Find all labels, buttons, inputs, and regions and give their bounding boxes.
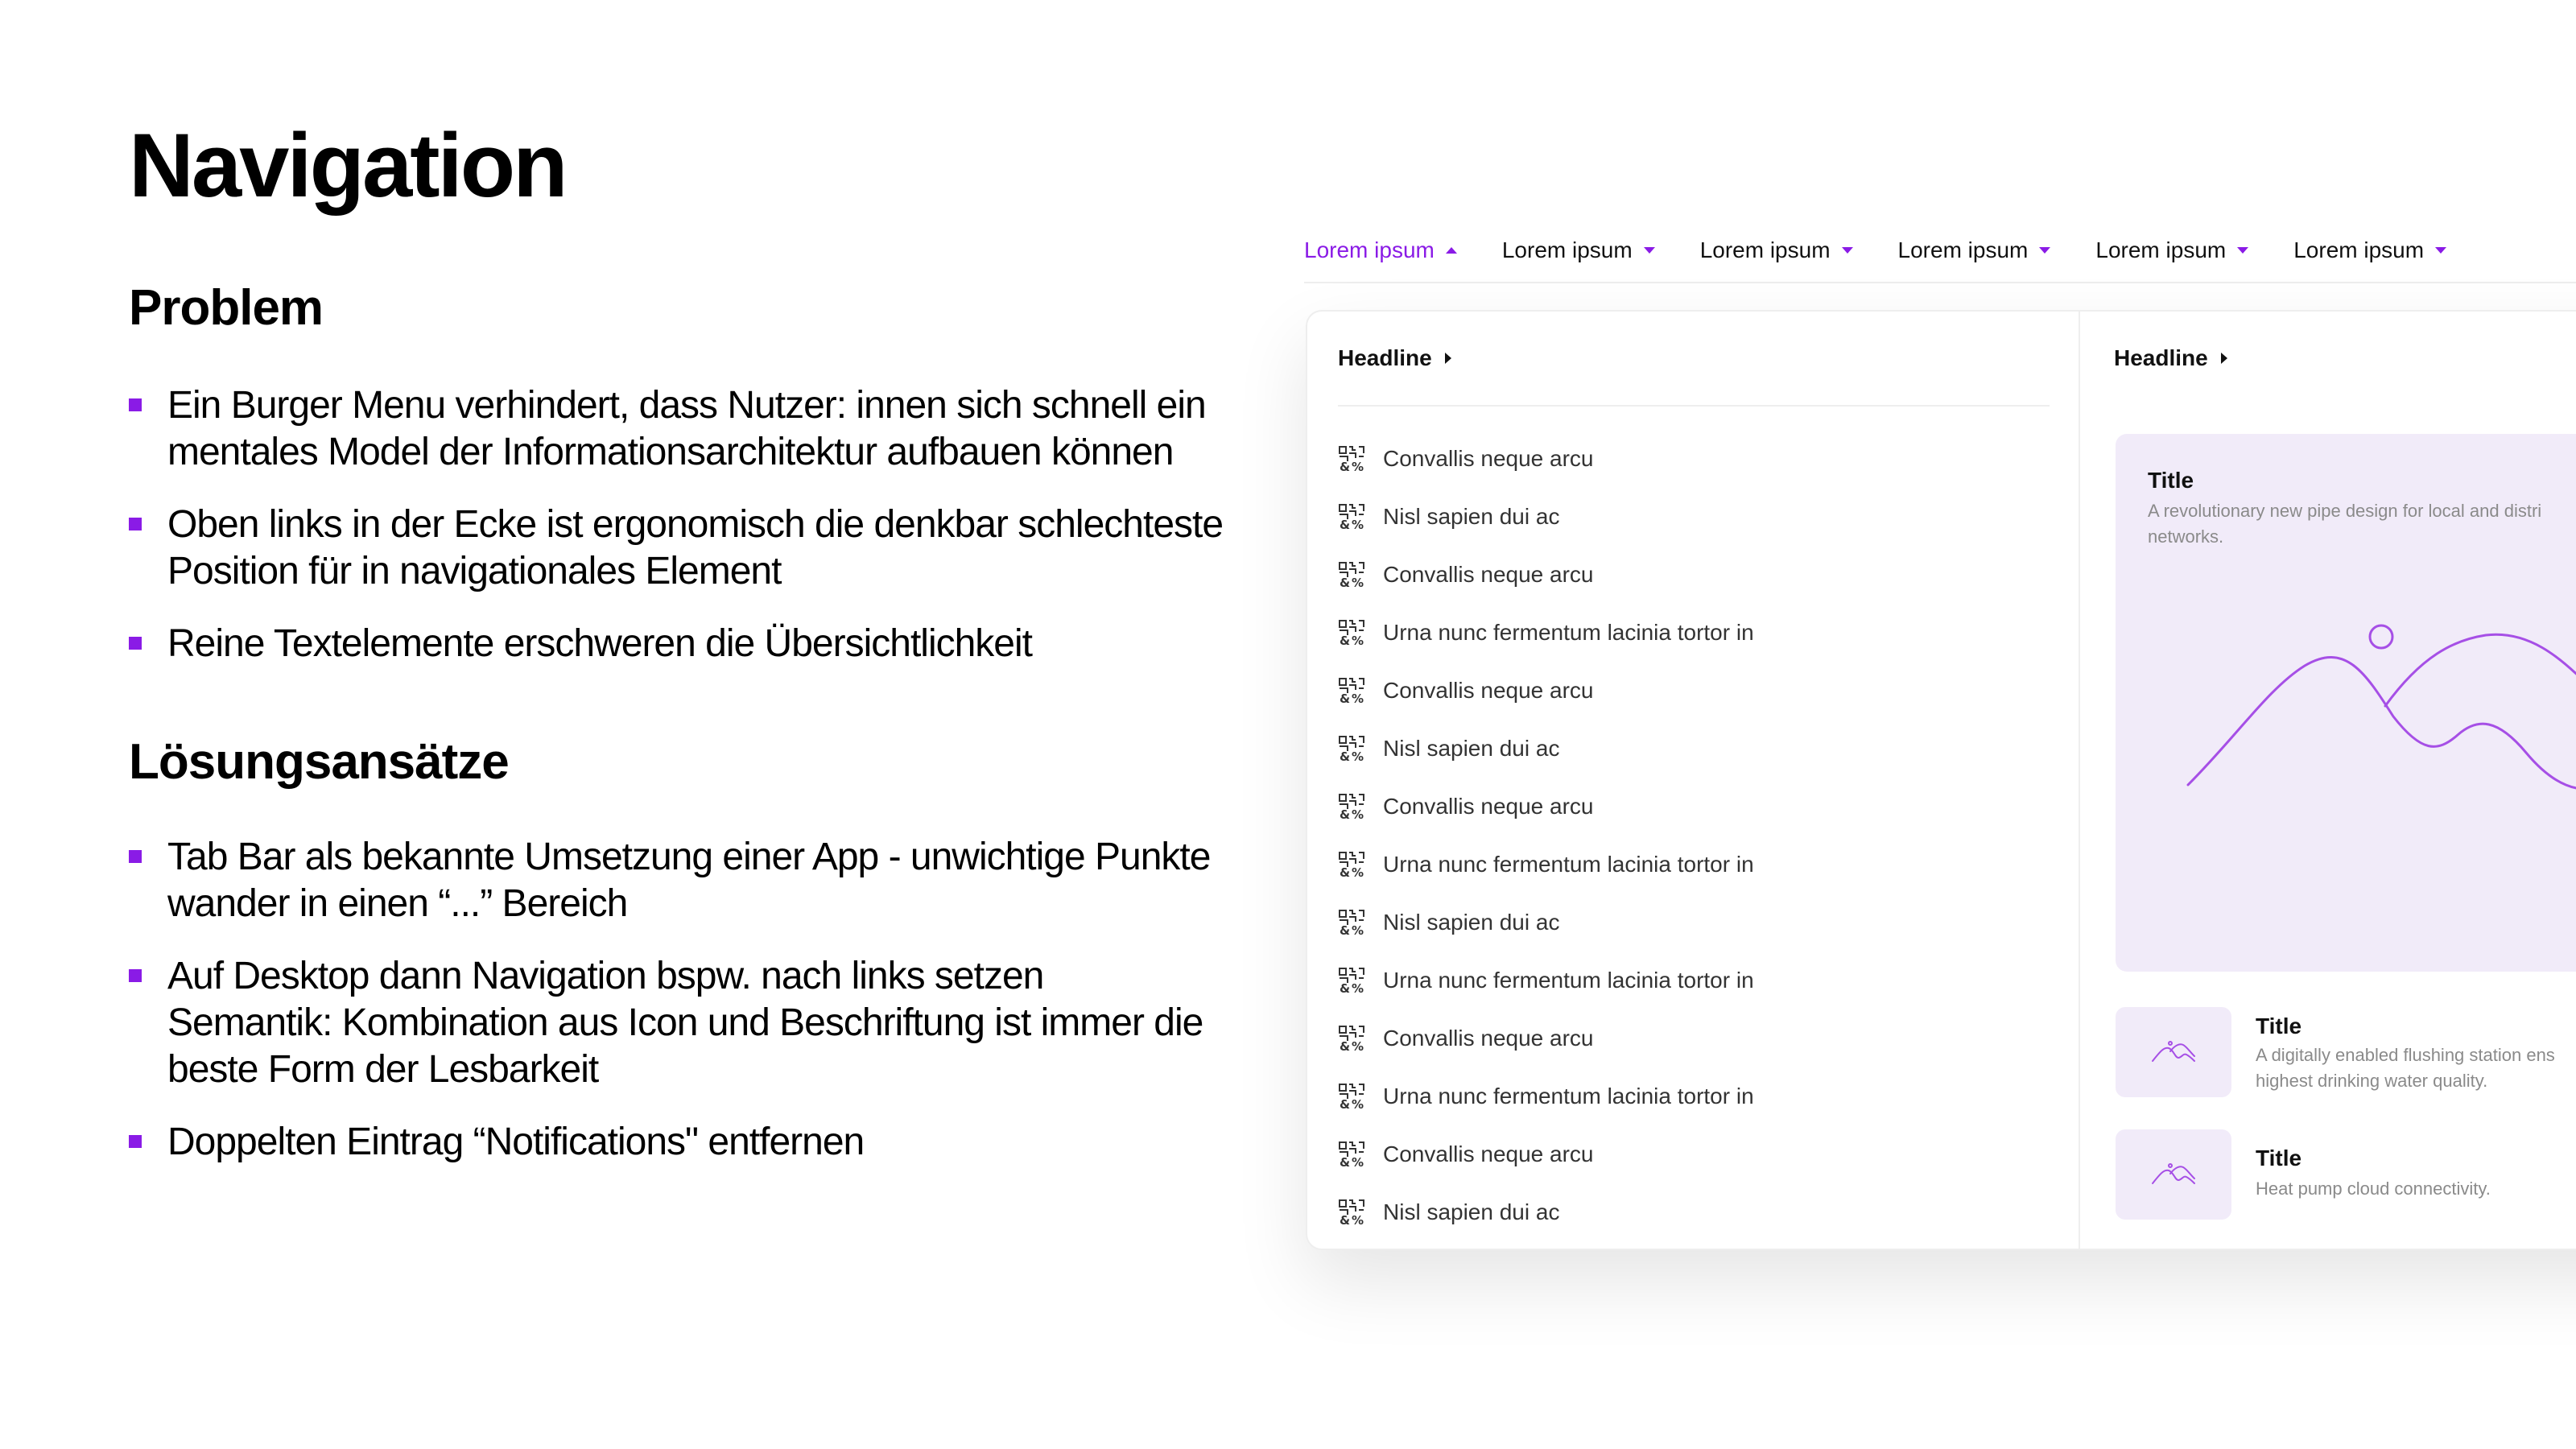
ampersand-percent-glyph-icon — [1338, 735, 1365, 762]
chevron-up-icon — [1446, 247, 1457, 254]
menu-link-item[interactable] — [1338, 1067, 2046, 1125]
svg-text:%: % — [1352, 1155, 1364, 1168]
card-description-line: A digitally enabled flushing station ens — [2256, 1045, 2555, 1065]
chevron-down-icon — [1842, 247, 1853, 254]
svg-text:%: % — [1352, 981, 1364, 994]
bullet-line: beste Form der Lesbarkeit — [167, 1048, 599, 1091]
mountain-landscape-icon — [2151, 1162, 2196, 1187]
svg-text:%: % — [1352, 576, 1364, 588]
menu-link-item[interactable] — [1338, 836, 2046, 894]
bullet-line: Doppelten Eintrag “Notifications" entfernen — [167, 1121, 865, 1163]
ampersand-percent-glyph-icon — [1338, 445, 1365, 473]
svg-text:&: & — [1340, 1213, 1351, 1226]
ampersand-percent-glyph-icon — [1338, 561, 1365, 588]
problem-bullet — [129, 621, 1224, 667]
bullet-line: Auf Desktop dann Navigation bspw. nach links setzen — [167, 955, 1044, 997]
card-title: Title — [2256, 1146, 2302, 1170]
svg-text:&: & — [1340, 576, 1351, 588]
menu-link-item[interactable] — [1338, 1125, 2046, 1183]
ampersand-percent-glyph-icon — [1338, 909, 1365, 936]
top-navigation-bar — [1304, 219, 2576, 283]
bullet-marker — [129, 1135, 142, 1148]
svg-text:%: % — [1352, 518, 1364, 530]
svg-text:%: % — [1352, 1039, 1364, 1052]
mountain-landscape-icon — [2180, 624, 2576, 817]
ampersand-percent-glyph-icon — [1338, 677, 1365, 704]
card-description-line: A revolutionary new pipe design for local and distri — [2148, 501, 2542, 521]
svg-text:&: & — [1340, 865, 1351, 878]
menu-link-item[interactable] — [1338, 662, 2046, 720]
chevron-right-icon — [1445, 353, 1451, 364]
bullet-marker — [129, 637, 142, 650]
card-thumbnail — [2116, 1129, 2231, 1220]
menu-link-label: Urna nunc fermentum lacinia tortor in — [1383, 968, 1754, 993]
card-description-line: networks. — [2148, 526, 2224, 547]
card-thumbnail — [2116, 1007, 2231, 1097]
teaser-card[interactable] — [2116, 1129, 2576, 1220]
ampersand-percent-glyph-icon — [1338, 503, 1365, 530]
nav-item-label: Lorem ipsum — [1304, 237, 1435, 262]
menu-link-item[interactable] — [1338, 1009, 2046, 1067]
menu-link-item[interactable] — [1338, 952, 2046, 1009]
nav-item-label: Lorem ipsum — [1501, 237, 1633, 262]
menu-link-label: Nisl sapien dui ac — [1383, 1199, 1560, 1224]
svg-text:&: & — [1340, 634, 1351, 646]
divider — [1338, 405, 2050, 407]
nav-item-label: Lorem ipsum — [1699, 237, 1831, 262]
menu-link-list — [1338, 430, 2046, 1241]
menu-link-label: Convallis neque arcu — [1383, 794, 1594, 819]
ampersand-percent-glyph-icon — [1338, 1199, 1365, 1226]
svg-text:&: & — [1340, 460, 1351, 473]
column-headline-link[interactable] — [1338, 345, 1451, 371]
solutions-bullet — [129, 1119, 1224, 1166]
menu-link-label: Convallis neque arcu — [1383, 562, 1594, 587]
svg-text:&: & — [1340, 749, 1351, 762]
svg-text:%: % — [1352, 460, 1364, 473]
menu-link-label: Urna nunc fermentum lacinia tortor in — [1383, 620, 1754, 645]
card-title: Title — [2256, 1013, 2302, 1038]
svg-text:&: & — [1340, 1039, 1351, 1052]
column-headline-label: Headline — [1338, 345, 1432, 370]
menu-link-item[interactable] — [1338, 778, 2046, 836]
bullet-line: wander in einen “...” Bereich — [167, 882, 628, 925]
menu-link-label: Convallis neque arcu — [1383, 1141, 1594, 1166]
card-title: Title — [2148, 468, 2194, 493]
svg-text:&: & — [1340, 1097, 1351, 1110]
menu-link-label: Convallis neque arcu — [1383, 678, 1594, 703]
column-headline-link[interactable] — [2114, 345, 2227, 371]
svg-text:%: % — [1352, 634, 1364, 646]
ampersand-percent-glyph-icon — [1338, 1141, 1365, 1168]
nav-item-3[interactable] — [1700, 237, 1853, 263]
solutions-bullet — [129, 953, 1224, 1093]
column-headline-label: Headline — [2114, 345, 2208, 370]
problem-bullet-list — [129, 382, 1224, 693]
nav-item-4[interactable] — [1898, 237, 2051, 263]
bullet-marker — [129, 850, 142, 863]
svg-text:%: % — [1352, 865, 1364, 878]
problem-bullet — [129, 502, 1224, 595]
menu-link-item[interactable] — [1338, 720, 2046, 778]
svg-text:&: & — [1340, 691, 1351, 704]
menu-link-label: Nisl sapien dui ac — [1383, 910, 1560, 935]
svg-text:&: & — [1340, 981, 1351, 994]
mountain-landscape-icon — [2151, 1040, 2196, 1064]
bullet-line: Semantik: Kombination aus Icon und Beschriftung ist immer die — [167, 1001, 1203, 1044]
menu-link-item[interactable] — [1338, 546, 2046, 604]
nav-item-6[interactable] — [2293, 237, 2446, 263]
teaser-card[interactable] — [2116, 1007, 2576, 1097]
nav-item-label: Lorem ipsum — [2293, 237, 2425, 262]
hero-teaser-card[interactable] — [2116, 434, 2576, 972]
solutions-heading: Lösungsansätze — [129, 734, 509, 790]
card-description — [2256, 1176, 2491, 1202]
svg-text:&: & — [1340, 518, 1351, 530]
card-description — [2148, 498, 2541, 550]
menu-link-label: Urna nunc fermentum lacinia tortor in — [1383, 1084, 1754, 1108]
mega-menu-teaser-column — [2082, 312, 2576, 1249]
card-description-line: Heat pump cloud connectivity. — [2256, 1179, 2491, 1199]
menu-link-label: Nisl sapien dui ac — [1383, 736, 1560, 761]
menu-link-label: Urna nunc fermentum lacinia tortor in — [1383, 852, 1754, 877]
svg-text:%: % — [1352, 923, 1364, 936]
ampersand-percent-glyph-icon — [1338, 1025, 1365, 1052]
svg-text:%: % — [1352, 749, 1364, 762]
menu-link-label: Convallis neque arcu — [1383, 1026, 1594, 1051]
bullet-line: Oben links in der Ecke ist ergonomisch die denkbar schlechteste — [167, 503, 1224, 546]
slide-title: Navigation — [129, 115, 566, 216]
chevron-down-icon — [2039, 247, 2050, 254]
bullet-marker — [129, 398, 142, 411]
mega-menu-panel — [1306, 310, 2576, 1250]
chevron-down-icon — [2435, 247, 2446, 254]
ampersand-percent-glyph-icon — [1338, 793, 1365, 820]
nav-item-label: Lorem ipsum — [2095, 237, 2227, 262]
menu-link-label: Convallis neque arcu — [1383, 446, 1594, 471]
bullet-line: mentales Model der Informationsarchitektur aufbauen können — [167, 431, 1174, 473]
menu-link-label: Nisl sapien dui ac — [1383, 504, 1560, 529]
bullet-line: Position für in navigationales Element — [167, 550, 782, 592]
menu-link-item[interactable] — [1338, 604, 2046, 662]
chevron-down-icon — [1644, 247, 1655, 254]
svg-text:%: % — [1352, 691, 1364, 704]
bullet-marker — [129, 969, 142, 982]
problem-heading: Problem — [129, 280, 324, 336]
card-description-line: highest drinking water quality. — [2256, 1071, 2488, 1091]
menu-link-item[interactable] — [1338, 430, 2046, 488]
bullet-line: Reine Textelemente erschweren die Übersichtlichkeit — [167, 622, 1032, 665]
nav-item-label: Lorem ipsum — [1897, 237, 2029, 262]
card-description — [2256, 1042, 2555, 1094]
solutions-bullet-list — [129, 834, 1224, 1191]
mega-menu-links-column — [1307, 312, 2080, 1249]
problem-bullet — [129, 382, 1224, 476]
chevron-down-icon — [2237, 247, 2248, 254]
bullet-line: Ein Burger Menu verhindert, dass Nutzer: innen sich schnell ein — [167, 384, 1206, 427]
bullet-line: Tab Bar als bekannte Umsetzung einer App - unwichtige Punkte — [167, 836, 1211, 878]
svg-text:&: & — [1340, 807, 1351, 820]
chevron-right-icon — [2221, 353, 2227, 364]
nav-item-2[interactable] — [1502, 237, 1655, 263]
svg-text:%: % — [1352, 807, 1364, 820]
nav-item-5[interactable] — [2095, 237, 2248, 263]
nav-item-1[interactable] — [1304, 237, 1457, 263]
svg-text:&: & — [1340, 923, 1351, 936]
ampersand-percent-glyph-icon — [1338, 851, 1365, 878]
svg-text:%: % — [1352, 1213, 1364, 1226]
svg-text:&: & — [1340, 1155, 1351, 1168]
menu-link-item[interactable] — [1338, 1183, 2046, 1241]
menu-link-item[interactable] — [1338, 894, 2046, 952]
svg-text:%: % — [1352, 1097, 1364, 1110]
ampersand-percent-glyph-icon — [1338, 619, 1365, 646]
ampersand-percent-glyph-icon — [1338, 967, 1365, 994]
bullet-marker — [129, 518, 142, 530]
ampersand-percent-glyph-icon — [1338, 1083, 1365, 1110]
solutions-bullet — [129, 834, 1224, 927]
menu-link-item[interactable] — [1338, 488, 2046, 546]
